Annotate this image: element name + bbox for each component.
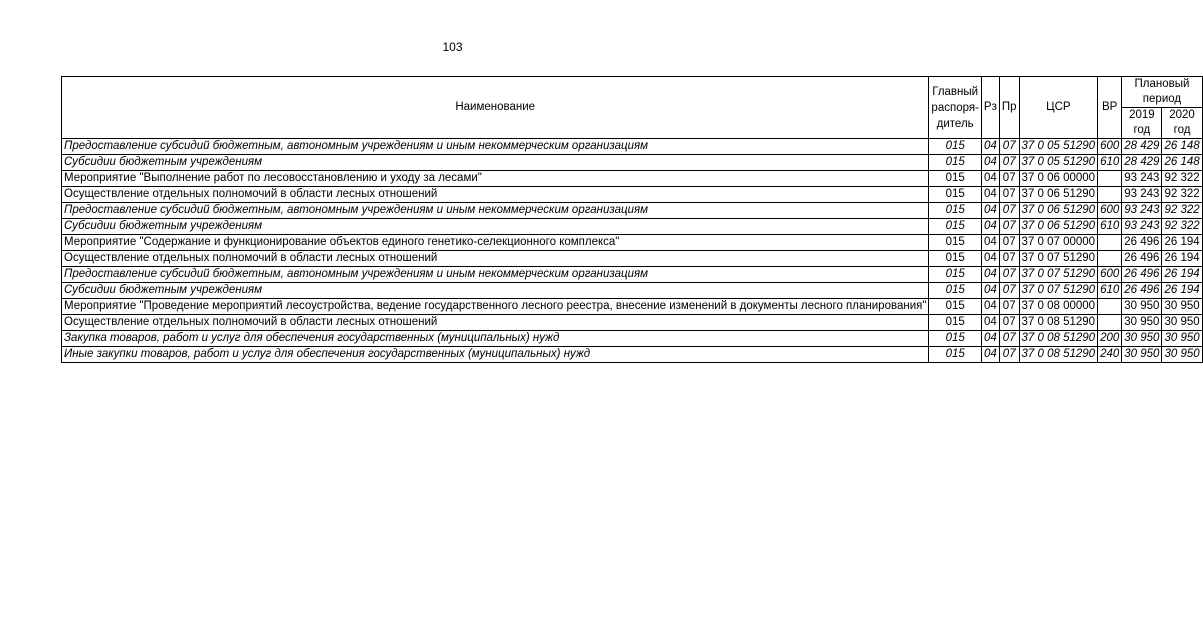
row-name: Иные закупки товаров, работ и услуг для обеспечения государственных (муниципальных) нужд — [62, 347, 929, 363]
table-row — [62, 171, 1203, 187]
header-glavny: Главный распоря-дитель — [929, 77, 981, 139]
row-vr — [1098, 187, 1122, 203]
row-name: Осуществление отдельных полномочий в области лесных отношений — [62, 251, 929, 267]
header-period: Плановый период — [1122, 77, 1202, 108]
row-name: Предоставление субсидий бюджетным, автономным учреждениям и иным некоммерческим организациям — [62, 139, 929, 155]
row-glavny: 015 — [929, 267, 981, 283]
table-row — [62, 347, 1203, 363]
row-glavny: 015 — [929, 187, 981, 203]
row-vr — [1098, 251, 1122, 267]
row-2020: 26 194 — [1162, 235, 1202, 251]
table-row — [62, 331, 1203, 347]
row-csr: 37 0 08 51290 — [1019, 331, 1098, 347]
row-vr — [1098, 315, 1122, 331]
row-2020: 92 322 — [1162, 171, 1202, 187]
row-rz: 04 — [981, 251, 999, 267]
row-name: Осуществление отдельных полномочий в области лесных отношений — [62, 315, 929, 331]
row-2019: 93 243 — [1122, 187, 1162, 203]
table-row — [62, 299, 1203, 315]
header-rz: Рз — [981, 77, 999, 139]
row-glavny: 015 — [929, 283, 981, 299]
row-2019: 26 496 — [1122, 267, 1162, 283]
table-row — [62, 139, 1203, 155]
row-glavny: 015 — [929, 155, 981, 171]
row-glavny: 015 — [929, 171, 981, 187]
header-csr: ЦСР — [1019, 77, 1098, 139]
row-csr: 37 0 05 51290 — [1019, 155, 1098, 171]
row-2019: 93 243 — [1122, 219, 1162, 235]
row-csr: 37 0 07 00000 — [1019, 235, 1098, 251]
row-vr — [1098, 235, 1122, 251]
row-2019: 30 950 — [1122, 347, 1162, 363]
row-pr: 07 — [999, 299, 1019, 315]
row-rz: 04 — [981, 187, 999, 203]
row-glavny: 015 — [929, 203, 981, 219]
row-rz: 04 — [981, 219, 999, 235]
row-2020: 30 950 — [1162, 347, 1202, 363]
row-csr: 37 0 06 51290 — [1019, 219, 1098, 235]
row-csr: 37 0 07 51290 — [1019, 251, 1098, 267]
row-csr: 37 0 08 51290 — [1019, 315, 1098, 331]
budget-table — [61, 76, 1203, 363]
row-glavny: 015 — [929, 251, 981, 267]
table-row — [62, 267, 1203, 283]
row-rz: 04 — [981, 283, 999, 299]
row-2019: 26 496 — [1122, 283, 1162, 299]
row-pr: 07 — [999, 331, 1019, 347]
row-rz: 04 — [981, 315, 999, 331]
row-rz: 04 — [981, 203, 999, 219]
row-vr: 240 — [1098, 347, 1122, 363]
header-name: Наименование — [62, 77, 929, 139]
row-pr: 07 — [999, 235, 1019, 251]
row-pr: 07 — [999, 283, 1019, 299]
table-row — [62, 187, 1203, 203]
page-number: 103 — [442, 40, 463, 54]
row-2019: 28 429 — [1122, 139, 1162, 155]
row-2020: 30 950 — [1162, 315, 1202, 331]
row-name: Предоставление субсидий бюджетным, автономным учреждениям и иным некоммерческим организациям — [62, 267, 929, 283]
row-rz: 04 — [981, 299, 999, 315]
row-csr: 37 0 08 00000 — [1019, 299, 1098, 315]
row-glavny: 015 — [929, 219, 981, 235]
row-name: Субсидии бюджетным учреждениям — [62, 155, 929, 171]
row-2019: 93 243 — [1122, 171, 1162, 187]
row-pr: 07 — [999, 155, 1019, 171]
row-pr: 07 — [999, 347, 1019, 363]
row-glavny: 015 — [929, 139, 981, 155]
row-rz: 04 — [981, 347, 999, 363]
row-vr: 600 — [1098, 139, 1122, 155]
row-vr: 610 — [1098, 219, 1122, 235]
row-2019: 30 950 — [1122, 331, 1162, 347]
row-pr: 07 — [999, 139, 1019, 155]
row-name: Субсидии бюджетным учреждениям — [62, 283, 929, 299]
row-csr: 37 0 08 51290 — [1019, 347, 1098, 363]
row-csr: 37 0 06 51290 — [1019, 187, 1098, 203]
row-rz: 04 — [981, 139, 999, 155]
header-year-2019: 2019 год — [1122, 108, 1162, 139]
row-vr: 600 — [1098, 203, 1122, 219]
row-2019: 93 243 — [1122, 203, 1162, 219]
table-row — [62, 315, 1203, 331]
table-row — [62, 251, 1203, 267]
row-2020: 92 322 — [1162, 219, 1202, 235]
row-name: Мероприятие "Выполнение работ по лесовосстановлению и уходу за лесами" — [62, 171, 929, 187]
row-pr: 07 — [999, 219, 1019, 235]
row-rz: 04 — [981, 331, 999, 347]
row-2019: 26 496 — [1122, 251, 1162, 267]
row-pr: 07 — [999, 203, 1019, 219]
table-row — [62, 155, 1203, 171]
row-csr: 37 0 07 51290 — [1019, 267, 1098, 283]
row-2020: 26 194 — [1162, 251, 1202, 267]
table-row — [62, 283, 1203, 299]
row-vr — [1098, 299, 1122, 315]
row-name: Закупка товаров, работ и услуг для обеспечения государственных (муниципальных) нужд — [62, 331, 929, 347]
table-row — [62, 235, 1203, 251]
row-glavny: 015 — [929, 315, 981, 331]
row-2020: 92 322 — [1162, 203, 1202, 219]
row-csr: 37 0 06 00000 — [1019, 171, 1098, 187]
row-2019: 30 950 — [1122, 299, 1162, 315]
table-row — [62, 219, 1203, 235]
row-2019: 30 950 — [1122, 315, 1162, 331]
row-vr: 610 — [1098, 155, 1122, 171]
row-glavny: 015 — [929, 347, 981, 363]
row-glavny: 015 — [929, 299, 981, 315]
row-2019: 28 429 — [1122, 155, 1162, 171]
row-rz: 04 — [981, 267, 999, 283]
row-rz: 04 — [981, 155, 999, 171]
row-pr: 07 — [999, 315, 1019, 331]
table-row — [62, 203, 1203, 219]
row-2020: 92 322 — [1162, 187, 1202, 203]
header-pr: Пр — [999, 77, 1019, 139]
row-2019: 26 496 — [1122, 235, 1162, 251]
row-2020: 26 148 — [1162, 139, 1202, 155]
row-name: Предоставление субсидий бюджетным, автономным учреждениям и иным некоммерческим организациям — [62, 203, 929, 219]
row-vr: 200 — [1098, 331, 1122, 347]
row-2020: 26 194 — [1162, 267, 1202, 283]
row-vr: 600 — [1098, 267, 1122, 283]
row-csr: 37 0 07 51290 — [1019, 283, 1098, 299]
row-2020: 30 950 — [1162, 331, 1202, 347]
row-glavny: 015 — [929, 331, 981, 347]
row-csr: 37 0 05 51290 — [1019, 139, 1098, 155]
row-vr: 610 — [1098, 283, 1122, 299]
row-name: Мероприятие "Содержание и функционирование объектов единого генетико-селекционного комплекса" — [62, 235, 929, 251]
row-pr: 07 — [999, 187, 1019, 203]
row-2020: 30 950 — [1162, 299, 1202, 315]
row-name: Мероприятие "Проведение мероприятий лесоустройства, ведение государственного лесного реестра, внесение изменений в документы лесного планирования" — [62, 299, 929, 315]
row-vr — [1098, 171, 1122, 187]
row-pr: 07 — [999, 251, 1019, 267]
row-rz: 04 — [981, 171, 999, 187]
row-name: Осуществление отдельных полномочий в области лесных отношений — [62, 187, 929, 203]
row-rz: 04 — [981, 235, 999, 251]
row-pr: 07 — [999, 267, 1019, 283]
row-csr: 37 0 06 51290 — [1019, 203, 1098, 219]
row-name: Субсидии бюджетным учреждениям — [62, 219, 929, 235]
row-glavny: 015 — [929, 235, 981, 251]
row-2020: 26 148 — [1162, 155, 1202, 171]
row-2020: 26 194 — [1162, 283, 1202, 299]
header-vr: ВР — [1098, 77, 1122, 139]
row-pr: 07 — [999, 171, 1019, 187]
header-year-2020: 2020 год — [1162, 108, 1202, 139]
